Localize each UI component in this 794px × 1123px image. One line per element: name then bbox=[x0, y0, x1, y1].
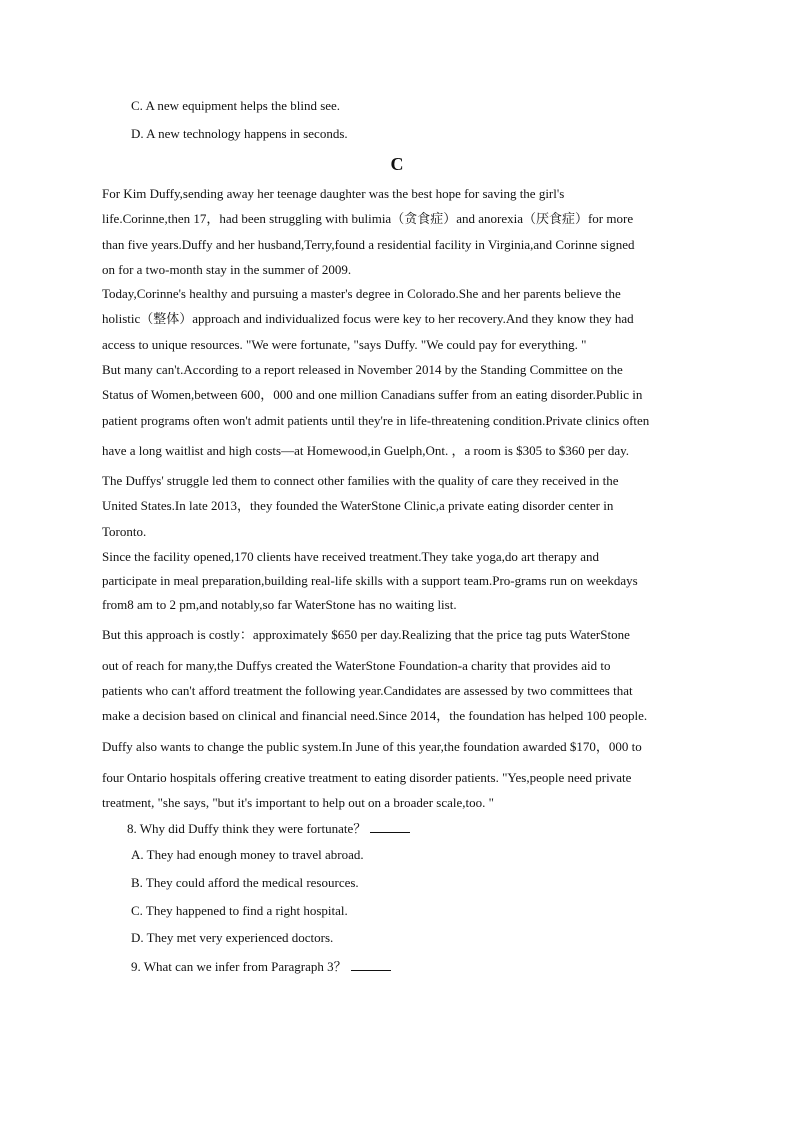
passage-line: But many can't.According to a report released in November 2014 by the Standing Committee on the bbox=[102, 362, 623, 377]
passage-line: from8 am to 2 pm,and notably,so far WaterStone has no waiting list. bbox=[102, 597, 457, 612]
passage-line: four Ontario hospitals offering creative treatment to eating disorder patients. "Yes,people need private bbox=[102, 770, 632, 785]
question-9-text: 9. What can we infer from Paragraph 3？ bbox=[131, 959, 347, 974]
answer-blank bbox=[370, 820, 410, 833]
passage-line: out of reach for many,the Duffys created the WaterStone Foundation-a charity that provides aid to bbox=[102, 658, 611, 673]
passage-line: Today,Corinne's healthy and pursuing a master's degree in Colorado.She and her parents believe the bbox=[102, 286, 621, 301]
q8-option-b: B. They could afford the medical resources. bbox=[131, 875, 359, 890]
passage-line: make a decision based on clinical and financial need.Since 2014，the foundation has helped 100 people. bbox=[102, 708, 648, 723]
section-title: C bbox=[390, 154, 404, 174]
passage-line: than five years.Duffy and her husband,Terry,found a residential facility in Virginia,and Corinne signed bbox=[102, 237, 635, 252]
passage-line: But this approach is costly：approximately $650 per day.Realizing that the price tag puts WaterStone bbox=[102, 627, 630, 642]
q8-option-c: C. They happened to find a right hospital. bbox=[131, 903, 348, 918]
q8-option-a: A. They had enough money to travel abroad. bbox=[131, 847, 364, 862]
prev-option-c: C. A new equipment helps the blind see. bbox=[131, 98, 341, 113]
passage-line: For Kim Duffy,sending away her teenage daughter was the best hope for saving the girl's bbox=[102, 186, 565, 201]
prev-option-d: D. A new technology happens in seconds. bbox=[131, 126, 348, 141]
passage-line: life.Corinne,then 17，had been struggling with bulimia（贪食症）and anorexia（厌食症）for more bbox=[102, 211, 634, 226]
passage-line: on for a two-month stay in the summer of 2009. bbox=[102, 262, 352, 277]
passage-line: holistic（整体）approach and individualized focus were key to her recovery.And they know they had bbox=[102, 311, 634, 326]
passage-line: participate in meal preparation,building real-life skills with a support team.Pro-grams run on weekdays bbox=[102, 573, 638, 588]
passage-line: Since the facility opened,170 clients have received treatment.They take yoga,do art therapy and bbox=[102, 549, 600, 564]
question-9 bbox=[131, 958, 391, 975]
answer-blank bbox=[351, 958, 391, 971]
passage-line: access to unique resources. "We were fortunate, "says Duffy. "We could pay for everything. " bbox=[102, 337, 587, 352]
passage-line: have a long waitlist and high costs—at Homewood,in Guelph,Ont. ，a room is $305 to $360 per day. bbox=[102, 443, 630, 458]
question-8-text: 8. Why did Duffy think they were fortunate？ bbox=[127, 821, 367, 836]
passage-line: patient programs often won't admit patients until they're in life-threatening condition.Private clinics often bbox=[102, 413, 650, 428]
q8-option-d: D. They met very experienced doctors. bbox=[131, 930, 334, 945]
passage-line: patients who can't afford treatment the following year.Candidates are assessed by two committees that bbox=[102, 683, 633, 698]
question-8 bbox=[127, 820, 410, 837]
passage-line: Toronto. bbox=[102, 524, 147, 539]
passage-line: treatment, "she says, "but it's important to help out on a broader scale,too. " bbox=[102, 795, 494, 810]
passage-line: The Duffys' struggle led them to connect other families with the quality of care they received in the bbox=[102, 473, 619, 488]
passage-line: Duffy also wants to change the public system.In June of this year,the foundation awarded $170，000 to bbox=[102, 739, 642, 754]
passage-line: Status of Women,between 600，000 and one million Canadians suffer from an eating disorder.Public in bbox=[102, 387, 643, 402]
passage-line: United States.In late 2013，they founded the WaterStone Clinic,a private eating disorder center in bbox=[102, 498, 614, 513]
